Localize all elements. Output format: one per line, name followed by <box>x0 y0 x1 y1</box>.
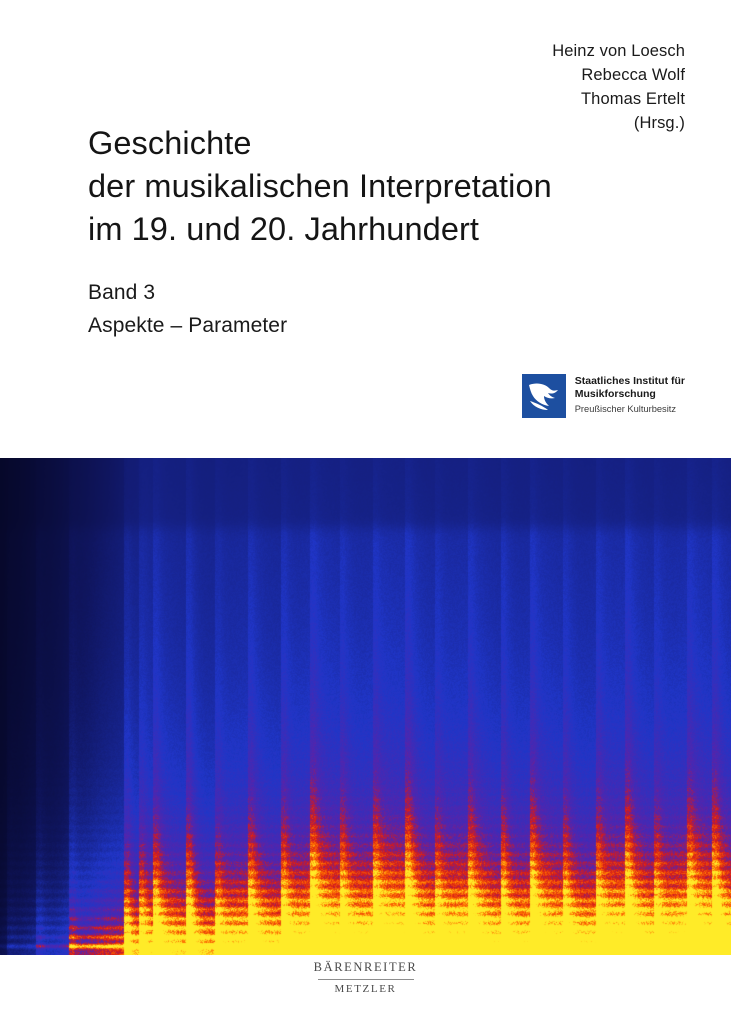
institute-logo <box>522 374 685 418</box>
subtitle <box>88 277 648 342</box>
editor-name: Thomas Ertelt <box>581 89 685 108</box>
editor-name: Heinz von Loesch <box>552 42 685 60</box>
editor-name: Rebecca Wolf <box>581 65 685 84</box>
spectrogram-image <box>0 458 731 955</box>
publisher-divider <box>318 979 414 980</box>
institute-line-2: Musikforschung <box>574 388 656 401</box>
title-line: im 19. und 20. Jahrhundert <box>88 210 480 247</box>
page-title <box>88 122 668 251</box>
institute-text <box>575 374 685 416</box>
title-line: Geschichte <box>88 125 252 161</box>
subtitle-label: Aspekte – Parameter <box>88 313 288 337</box>
editors-role-label: (Hrsg.) <box>633 113 685 132</box>
publisher-name: BÄRENREITER <box>313 960 418 974</box>
institute-line-1: Staatliches Institut für <box>574 375 685 387</box>
publisher-imprint: METZLER <box>334 983 397 995</box>
publisher-footer <box>0 960 731 995</box>
title-line: der musikalischen Interpretation <box>88 167 552 204</box>
institute-line-3: Preußischer Kulturbesitz <box>574 404 677 415</box>
volume-label: Band 3 <box>88 281 156 304</box>
eagle-icon <box>522 374 566 418</box>
